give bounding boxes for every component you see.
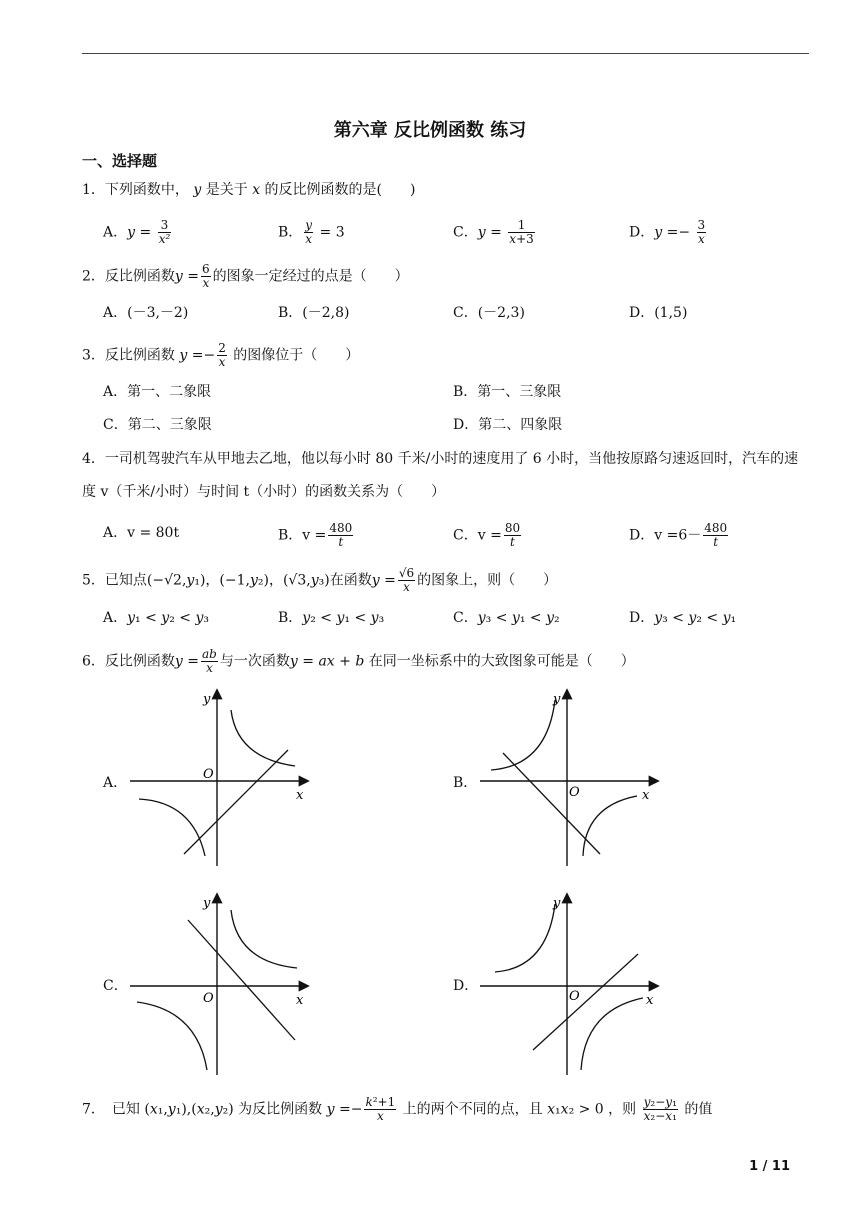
q1-option-b[interactable]: B． $\frac{y}{x}$ = 3 <box>278 218 345 246</box>
graph-d-curve-q4 <box>581 998 643 1070</box>
graph-a-x-label: x <box>296 788 304 803</box>
question-4: 4．一司机驾驶汽车从甲地去乙地，他以每小时 80 千米/小时的速度用了 6 小时，当他按原路匀速返回时，汽车的速度 v（千米/小时）与时间 t（小时）的函数关系为（ ） <box>82 451 799 500</box>
graph-c-y-label: y <box>203 896 211 911</box>
q5-option-c[interactable]: C．y₃ < y₁ < y₂ <box>453 610 560 626</box>
graph-a-y-label: y <box>203 692 211 707</box>
q1-mid: 是关于 <box>201 182 253 198</box>
graph-d-curve-q2 <box>495 904 555 972</box>
graph-d-origin-label: O <box>569 989 580 1004</box>
header-rule <box>82 53 809 54</box>
graph-d-line <box>533 954 638 1050</box>
q3-option-a[interactable]: A．第一、二象限 <box>103 384 212 400</box>
q3-option-c[interactable]: C．第二、三象限 <box>103 417 212 433</box>
graph-a-line <box>184 750 288 854</box>
graph-c <box>125 892 315 1077</box>
q1-option-d[interactable]: D．y =− $\frac{3}{x}$ <box>629 218 706 246</box>
q2-option-c[interactable]: C．(－2,3) <box>453 305 525 321</box>
graph-c-curve-q3 <box>137 1002 207 1070</box>
q5-option-a[interactable]: A．y₁ < y₂ < y₃ <box>103 610 210 626</box>
graph-b <box>475 688 665 868</box>
q1-prefix: 1．下列函数中， <box>82 182 189 198</box>
page-title: 第六章 反比例函数 练习 <box>333 120 527 141</box>
q2-option-a[interactable]: A．(－3,－2) <box>103 305 189 321</box>
q4-option-a[interactable]: A．v = 80t <box>103 525 180 541</box>
graph-d-y-label: y <box>553 896 561 911</box>
graph-c-curve-q1 <box>231 910 297 968</box>
q5-option-d[interactable]: D．y₃ < y₂ < y₁ <box>629 610 737 626</box>
q1-option-c[interactable]: C．y = $\frac{1}{x+3}$ <box>453 218 534 246</box>
graph-b-origin-label: O <box>569 785 580 800</box>
graph-c-x-label: x <box>296 993 304 1008</box>
graph-b-y-label: y <box>553 692 561 707</box>
graph-a-origin-label: O <box>203 767 214 782</box>
q1-option-a[interactable]: A．y = $\frac{3}{\text{x²}}$ <box>103 218 171 246</box>
section-heading: 一、选择题 <box>82 152 158 170</box>
graph-b-line <box>503 753 600 854</box>
graph-b-curve-q2 <box>491 700 555 770</box>
question-3: 3．反比例函数 y =− $\frac{2}{x}$ 的图像位于（ ） <box>82 341 360 369</box>
graph-a <box>125 688 315 868</box>
q3-option-b[interactable]: B．第一、三象限 <box>453 384 562 400</box>
q2-option-d[interactable]: D．(1,5) <box>629 305 688 321</box>
q6-option-b[interactable]: B． <box>453 775 478 791</box>
q4-option-b[interactable]: B．v = $\frac{480}{t}$ <box>278 521 353 549</box>
question-5: 5．已知点(−√2,y₁)，(−1,y₂)，(√3,y₃)在函数y = $\frac{√6}{x}$ 的图象上，则（ ） <box>82 566 558 594</box>
q6-option-a[interactable]: A． <box>103 775 128 791</box>
graph-d <box>475 892 665 1077</box>
q1-suffix: 的反比例函数的是( ) <box>260 182 416 198</box>
q3-option-d[interactable]: D．第二、四象限 <box>453 417 563 433</box>
page-number: 1 / 11 <box>749 1159 790 1174</box>
graph-c-line <box>188 920 295 1040</box>
q2-option-b[interactable]: B．(－2,8) <box>278 305 350 321</box>
q4-option-c[interactable]: C．v = $\frac{80}{t}$ <box>453 521 521 549</box>
q5-option-b[interactable]: B．y₂ < y₁ < y₃ <box>278 610 385 626</box>
question-2: 2．反比例函数y = $\frac{6}{x}$ 的图象一定经过的点是（ ） <box>82 262 409 290</box>
graph-b-x-label: x <box>642 788 650 803</box>
graph-a-curve-q1 <box>231 710 295 766</box>
question-6: 6．反比例函数y = $\frac{ab}{x}$ 与一次函数y = ax + b 在同一坐标系中的大致图象可能是（ ） <box>82 647 635 675</box>
q6-option-c[interactable]: C． <box>103 978 128 994</box>
q4-option-d[interactable]: D．v =6－ $\frac{480}{t}$ <box>629 521 728 549</box>
graph-c-origin-label: O <box>203 991 214 1006</box>
question-1: 1．下列函数中， y 是关于 x 的反比例函数的是( ) <box>82 182 416 198</box>
graph-d-x-label: x <box>646 993 654 1008</box>
question-7: 7． 已知 (x₁,y₁),(x₂,y₂) 为反比例函数 y =− $\frac{\text{k²+1}}{x}$ 上的两个不同的点，且 x₁x₂ > 0 ，则 $\frac{\text{y₂−y₁}}{\text{x₂−x₁}}$ 的值 <box>82 1095 713 1123</box>
graph-b-curve-q4 <box>583 796 637 856</box>
graph-a-curve-q3 <box>139 799 205 856</box>
q6-option-d[interactable]: D． <box>453 978 479 994</box>
